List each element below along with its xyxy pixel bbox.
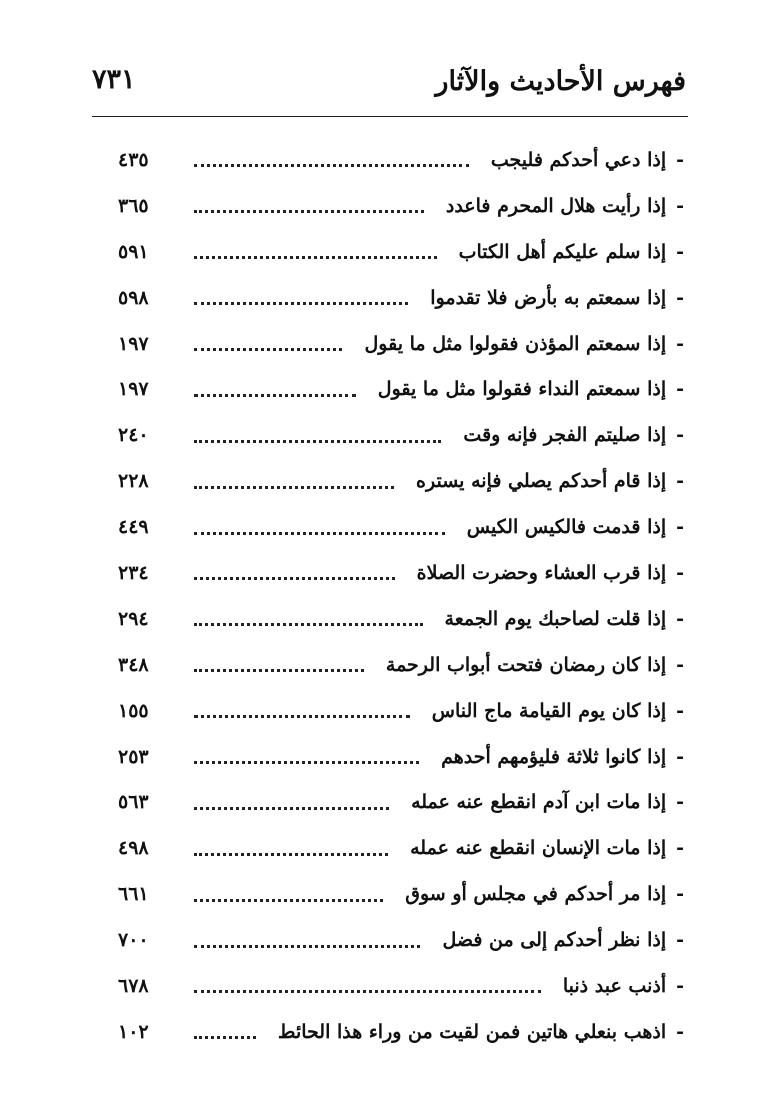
index-entry (118, 550, 684, 596)
index-entry (118, 779, 684, 825)
dot-leader (194, 577, 395, 580)
index-entry (118, 642, 684, 688)
index-entry (118, 366, 684, 412)
index-entry (118, 321, 684, 367)
index-entry (118, 458, 684, 504)
entry-dash: - (676, 378, 684, 401)
entry-dash: - (676, 194, 684, 217)
entry-dash: - (676, 1020, 684, 1043)
entry-text: إذا كان رمضان فتحت أبواب الرحمة (385, 653, 667, 676)
entry-page-number: ٥٦٣ (118, 791, 149, 814)
entry-page-number: ٢٣٤ (118, 561, 149, 584)
index-entry (118, 917, 684, 963)
entry-text: إذا قام أحدكم يصلي فإنه يستره (416, 470, 667, 493)
entry-page-number: ٥٩٨ (118, 286, 149, 309)
entry-text: إذا رأيت هلال المحرم فاعدد (445, 194, 667, 217)
entry-page-number: ٤٩٨ (118, 837, 149, 860)
entry-dash: - (676, 607, 684, 630)
index-entry (118, 963, 684, 1009)
dot-leader (194, 623, 423, 626)
entry-page-number: ٢٥٣ (118, 745, 149, 768)
entry-dash: - (676, 745, 684, 768)
entry-page-number: ٣٤٨ (118, 653, 149, 676)
entry-dash: - (676, 653, 684, 676)
entry-text: أذنب عبد ذنبا (562, 974, 667, 997)
entry-text: إذا كانوا ثلاثة فليؤمهم أحدهم (441, 745, 667, 768)
dot-leader (194, 1036, 256, 1039)
dot-leader (194, 669, 364, 672)
index-entry (118, 825, 684, 871)
entry-dash: - (676, 240, 684, 263)
entry-text: إذا صليتم الفجر فإنه وقت (463, 424, 667, 447)
entry-page-number: ١٩٧ (118, 378, 149, 401)
entry-text: إذا قلت لصاحبك يوم الجمعة (444, 607, 667, 630)
dot-leader (194, 899, 383, 902)
entry-page-number: ٣٦٥ (118, 194, 149, 217)
dot-leader (194, 532, 445, 535)
entry-text: إذا دعي أحدكم فليجب (490, 148, 667, 171)
index-entry (118, 596, 684, 642)
dot-leader (194, 486, 394, 489)
header-divider (92, 116, 688, 117)
entry-dash: - (676, 791, 684, 814)
entry-dash: - (676, 561, 684, 584)
dot-leader (194, 256, 437, 259)
index-entry (118, 504, 684, 550)
hadith-index-list (118, 137, 684, 1055)
entry-page-number: ٢٩٤ (118, 607, 149, 630)
dot-leader (194, 945, 420, 948)
dot-leader (194, 990, 541, 993)
dot-leader (194, 164, 469, 167)
index-entry (118, 688, 684, 734)
entry-text: اذهب بنعلي هاتين فمن لقيت من وراء هذا الحائط (277, 1020, 667, 1043)
index-entry (118, 734, 684, 780)
entry-dash: - (676, 424, 684, 447)
dot-leader (194, 210, 424, 213)
index-entry (118, 137, 684, 183)
dot-leader (194, 761, 419, 764)
entry-text: إذا سلم عليكم أهل الكتاب (458, 240, 667, 263)
index-entry (118, 275, 684, 321)
dot-leader (194, 394, 356, 397)
entry-dash: - (676, 332, 684, 355)
dot-leader (194, 715, 410, 718)
entry-page-number: ١٩٧ (118, 332, 149, 355)
dot-leader (194, 440, 441, 443)
entry-page-number: ١٥٥ (118, 699, 149, 722)
page-header (92, 62, 686, 112)
entry-text: إذا مات ابن آدم انقطع عنه عمله (411, 791, 667, 814)
entry-text: إذا مات الإنسان انقطع عنه عمله (410, 837, 667, 860)
entry-text: إذا سمعتم النداء فقولوا مثل ما يقول (377, 378, 667, 401)
entry-text: إذا نظر أحدكم إلى من فضل (442, 929, 667, 952)
dot-leader (194, 853, 388, 856)
dot-leader (194, 807, 389, 810)
entry-page-number: ٤٣٥ (118, 148, 149, 171)
entry-page-number: ٢٤٠ (118, 424, 149, 447)
index-entry (118, 871, 684, 917)
index-entry (118, 1009, 684, 1055)
index-entry (118, 412, 684, 458)
entry-text: إذا قرب العشاء وحضرت الصلاة (416, 561, 667, 584)
entry-text: إذا قدمت فالكيس الكيس (466, 516, 667, 539)
entry-dash: - (676, 974, 684, 997)
entry-page-number: ٤٤٩ (118, 516, 149, 539)
running-title: فهرس الأحاديث والآثار (435, 66, 686, 97)
entry-dash: - (676, 286, 684, 309)
entry-page-number: ١٠٢ (118, 1020, 149, 1043)
entry-page-number: ٦٦١ (118, 883, 149, 906)
index-entry (118, 183, 684, 229)
dot-leader (194, 348, 342, 351)
index-entry (118, 229, 684, 275)
entry-dash: - (676, 837, 684, 860)
page-number: ٧٣١ (92, 64, 136, 95)
entry-text: إذا كان يوم القيامة ماج الناس (431, 699, 667, 722)
entry-dash: - (676, 148, 684, 171)
entry-text: إذا سمعتم المؤذن فقولوا مثل ما يقول (364, 332, 667, 355)
entry-dash: - (676, 470, 684, 493)
dot-leader (194, 302, 408, 305)
entry-dash: - (676, 883, 684, 906)
entry-dash: - (676, 929, 684, 952)
entry-page-number: ٥٩١ (118, 240, 149, 263)
entry-page-number: ٦٧٨ (118, 974, 149, 997)
entry-dash: - (676, 699, 684, 722)
entry-dash: - (676, 516, 684, 539)
entry-page-number: ٢٢٨ (118, 470, 149, 493)
entry-text: إذا سمعتم به بأرض فلا تقدموا (430, 286, 667, 309)
entry-page-number: ٧٠٠ (118, 929, 149, 952)
entry-text: إذا مر أحدكم في مجلس أو سوق (405, 883, 667, 906)
